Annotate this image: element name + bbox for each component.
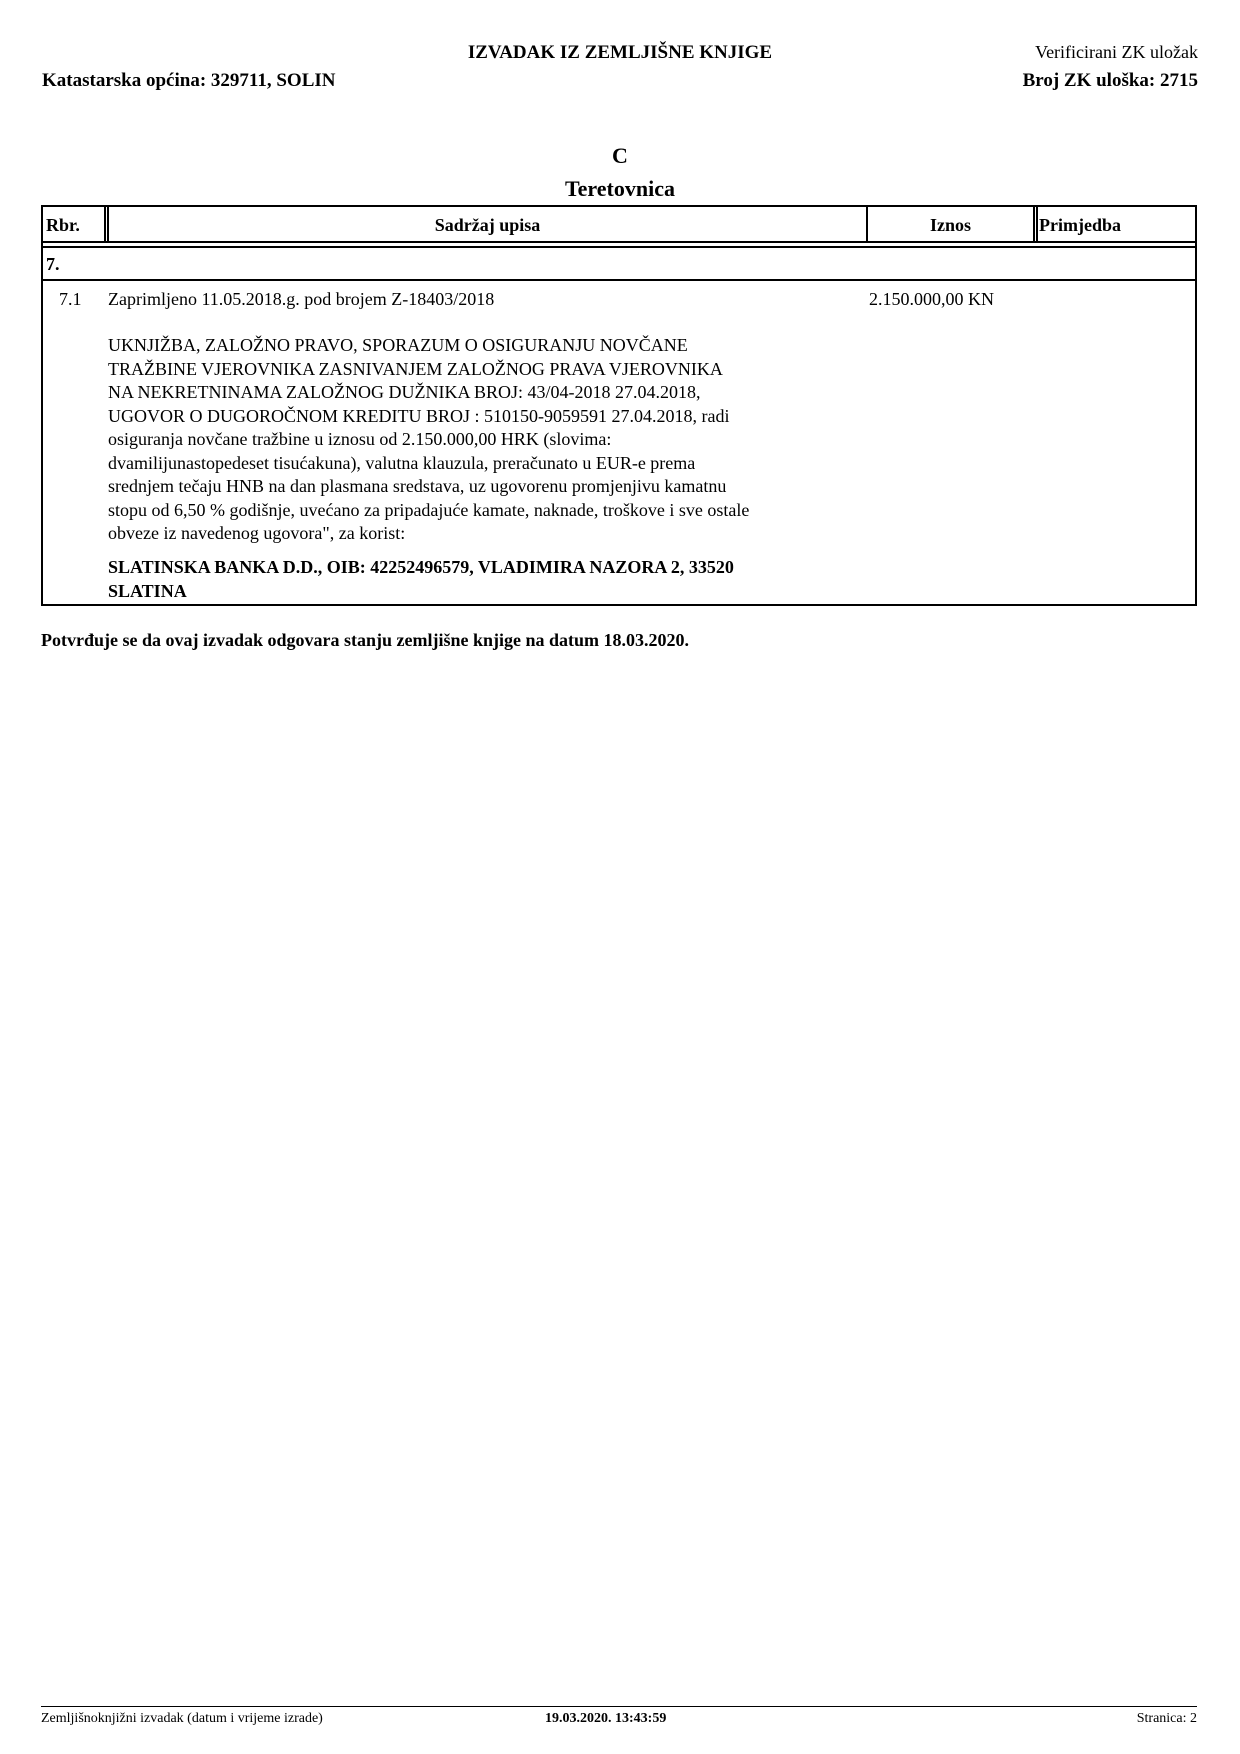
entry-rbr: 7.1 bbox=[59, 289, 82, 309]
verified-label: Verificirani ZK uložak bbox=[1035, 42, 1198, 62]
col-header-rbr: Rbr. bbox=[46, 215, 80, 235]
footer-label: Zemljišnoknjižni izvadak (datum i vrijeme izrade) bbox=[41, 1711, 323, 1726]
description-line: stopu od 6,50 % godišnje, uvećano za pripadajuće kamate, naknade, troškove i sve ostale bbox=[108, 499, 750, 520]
col-divider bbox=[1036, 207, 1038, 243]
description-line: NA NEKRETNINAMA ZALOŽNOG DUŽNIKA BROJ: 43/04-2018 27.04.2018, bbox=[108, 382, 701, 402]
col-header-content: Sadržaj upisa bbox=[434, 215, 541, 235]
footer-datetime: 19.03.2020. 13:43:59 bbox=[545, 1711, 667, 1726]
description-line: UKNJIŽBA, ZALOŽNO PRAVO, SPORAZUM O OSIGURANJU NOVČANE bbox=[108, 335, 688, 355]
section-letter: C bbox=[612, 143, 628, 168]
beneficiary bbox=[108, 556, 868, 603]
description-line: UGOVOR O DUGOROČNOM KREDITU BROJ : 510150-9059591 27.04.2018, radi bbox=[108, 405, 730, 426]
document-title: IZVADAK IZ ZEMLJIŠNE KNJIGE bbox=[467, 42, 773, 63]
description-line: dvamilijunastopedeset tisućakuna), valutna klauzula, preračunato u EUR-e prema bbox=[108, 452, 696, 473]
entry-description bbox=[108, 334, 868, 546]
entry-amount: 2.150.000,00 KN bbox=[869, 289, 994, 309]
zk-uloska-number: Broj ZK uloška: 2715 bbox=[1022, 70, 1198, 91]
header-bottom-rule bbox=[43, 241, 1195, 243]
col-header-note: Primjedba bbox=[1039, 215, 1121, 235]
confirmation-statement: Potvrđuje se da ovaj izvadak odgovara stanju zemljišne knjige na datum 18.03.2020. bbox=[41, 630, 690, 650]
entry-received: Zaprimljeno 11.05.2018.g. pod brojem Z-18403/2018 bbox=[108, 289, 495, 309]
col-divider bbox=[1033, 207, 1035, 243]
col-header-amount: Iznos bbox=[929, 215, 971, 235]
footer-rule bbox=[41, 1706, 1197, 1707]
beneficiary-line: SLATINSKA BANKA D.D., OIB: 42252496579, VLADIMIRA NAZORA 2, 33520 bbox=[108, 557, 734, 577]
group-row-rule bbox=[43, 279, 1195, 281]
description-line: osiguranja novčane tražbine u iznosu od 2.150.000,00 HRK (slovima: bbox=[108, 429, 612, 449]
encumbrance-table bbox=[41, 205, 1197, 606]
description-line: TRAŽBINE VJEROVNIKA ZASNIVANJEM ZALOŽNOG PRAVA VJEROVNIKA bbox=[108, 358, 723, 379]
section-name: Teretovnica bbox=[565, 176, 675, 201]
header-bottom-rule bbox=[43, 246, 1195, 248]
description-line: obveze iz navedenog ugovora", za korist: bbox=[108, 523, 406, 543]
group-number: 7. bbox=[46, 254, 60, 274]
cadastral-municipality: Katastarska općina: 329711, SOLIN bbox=[42, 70, 336, 91]
footer-page-number: Stranica: 2 bbox=[1136, 1711, 1197, 1726]
description-line: srednjem tečaju HNB na dan plasmana sredstava, uz ugovorenu promjenjivu kamatnu bbox=[108, 476, 727, 496]
beneficiary-line: SLATINA bbox=[108, 580, 187, 601]
col-divider bbox=[104, 207, 106, 243]
